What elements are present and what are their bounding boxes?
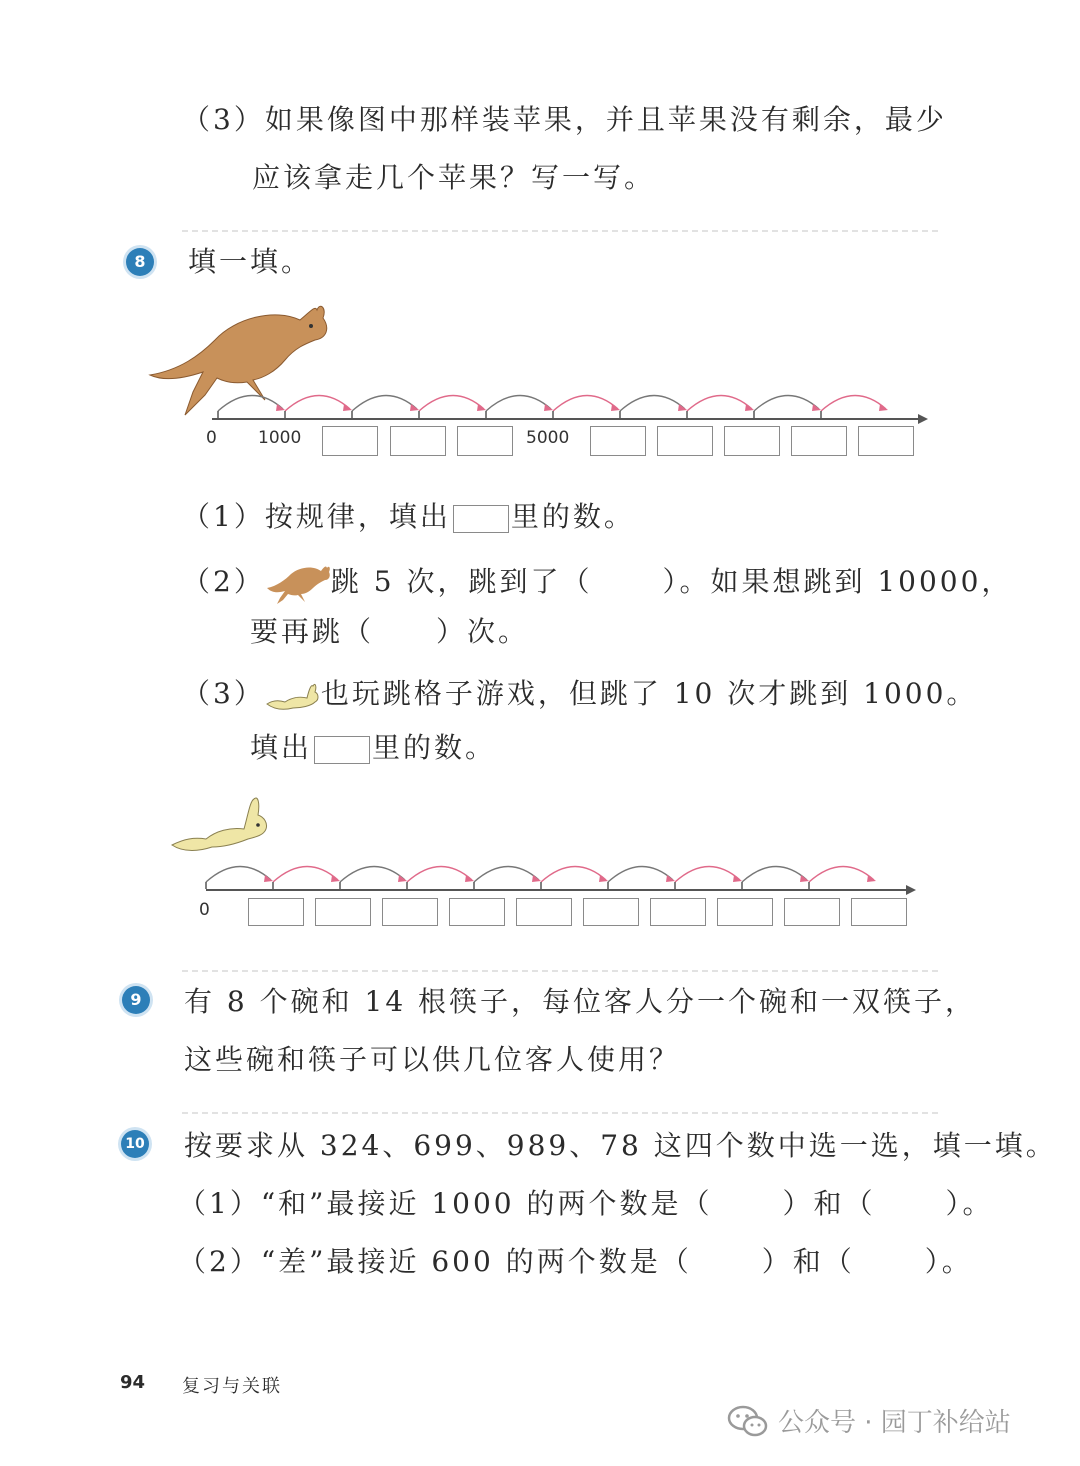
jump-arc	[486, 395, 551, 411]
jump-arc	[675, 866, 740, 882]
jump-arc	[407, 866, 472, 882]
jump-arrowhead	[331, 875, 340, 882]
answer-box[interactable]	[657, 426, 713, 456]
answer-box[interactable]	[457, 426, 513, 456]
jump-arrowhead	[733, 875, 742, 882]
section-title: 复习与关联	[182, 1376, 282, 1397]
q8-sub3-text-c: 填出	[250, 731, 313, 764]
answer-box[interactable]	[784, 898, 840, 926]
q8-title: 填一填。	[188, 245, 313, 278]
jump-arrowhead	[800, 875, 809, 882]
q10-sub2-text-a: （2）“差”最接近 600 的两个数是（	[178, 1245, 692, 1278]
jump-arc	[352, 395, 417, 411]
answer-box[interactable]	[315, 898, 371, 926]
q8-sub2	[182, 562, 1012, 604]
jump-arrowhead	[599, 875, 608, 882]
q8-sub1	[182, 497, 635, 537]
jump-arrowhead	[276, 404, 285, 411]
q8-sub2-line2	[250, 612, 529, 652]
jump-arrowhead	[477, 404, 486, 411]
q8-sub2-text-d: 要再跳（	[250, 615, 375, 648]
jump-arrowhead	[812, 404, 821, 411]
jump-arc	[821, 395, 886, 411]
jump-arc	[608, 866, 673, 882]
q8-sub1-text-a: （1）按规律，填出	[182, 500, 451, 533]
jump-arrowhead	[611, 404, 620, 411]
answer-box[interactable]	[851, 898, 907, 926]
q8-sub1-text-b: 里的数。	[510, 500, 635, 533]
jump-arc	[206, 866, 271, 882]
separator	[182, 970, 938, 972]
jump-arrowhead	[666, 875, 675, 882]
jump-arc	[620, 395, 685, 411]
jump-arrowhead	[867, 875, 876, 882]
jump-arc	[474, 866, 539, 882]
numberline1-label-1000: 1000	[258, 428, 302, 448]
jump-arrowhead	[264, 875, 273, 882]
q8-sub3-text-a: （3）	[182, 677, 265, 710]
separator	[182, 1112, 938, 1114]
answer-box[interactable]	[449, 898, 505, 926]
jump-arrowhead	[879, 404, 888, 411]
question-number-8: 8	[126, 248, 154, 276]
q8-sub3	[182, 674, 977, 714]
jump-arc	[285, 395, 350, 411]
number-line-1	[200, 385, 930, 430]
answer-box[interactable]	[791, 426, 847, 456]
jump-arrowhead	[745, 404, 754, 411]
question-number-10: 10	[121, 1130, 149, 1158]
jump-arrowhead	[544, 404, 553, 411]
answer-box[interactable]	[382, 898, 438, 926]
jump-arrowhead	[678, 404, 687, 411]
q10-sub1-text-a: （1）“和”最接近 1000 的两个数是（	[178, 1187, 713, 1220]
answer-box[interactable]	[390, 426, 446, 456]
q8-sub3-text-b: 也玩跳格子游戏，但跳了 10 次才跳到 1000。	[320, 677, 978, 710]
number-line-2	[194, 858, 919, 900]
watermark	[726, 1402, 1011, 1439]
answer-box[interactable]	[248, 898, 304, 926]
blank-box-icon	[453, 505, 509, 533]
jump-arc	[754, 395, 819, 411]
jump-arc	[809, 866, 874, 882]
q10-sub2-text-c: ）。	[924, 1245, 973, 1278]
rabbit-icon	[265, 680, 321, 712]
jump-arc	[340, 866, 405, 882]
rabbit-illustration	[168, 795, 278, 857]
jump-arrowhead	[410, 404, 419, 411]
answer-box[interactable]	[322, 426, 378, 456]
jump-arrowhead	[465, 875, 474, 882]
jump-arc	[687, 395, 752, 411]
jump-arc	[419, 395, 484, 411]
numberline1-label-5000: 5000	[526, 428, 570, 448]
q8-sub2-text-b: 跳 5 次，跳到了（	[330, 565, 593, 598]
q10-line1: 按要求从 324、699、989、78 这四个数中选一选，填一填。	[184, 1129, 1057, 1162]
numberline1-label-0: 0	[206, 428, 217, 448]
q8-sub2-text-a: （2）	[182, 565, 265, 598]
kangaroo-icon	[265, 564, 331, 604]
wechat-icon	[726, 1403, 770, 1439]
q10-sub2-text-b: ）和（	[761, 1245, 855, 1278]
q3-line2: 应该拿走几个苹果？写一写。	[252, 161, 656, 194]
jump-arc	[273, 866, 338, 882]
jump-arrowhead	[398, 875, 407, 882]
q8-sub3-text-d: 里的数。	[372, 731, 497, 764]
q8-sub2-text-e: ）次。	[436, 615, 530, 648]
jump-arc	[742, 866, 807, 882]
q8-sub3-line2	[250, 728, 496, 768]
q10-sub1-text-c: ）。	[945, 1187, 994, 1220]
q9-line1: 有 8 个碗和 14 根筷子，每位客人分一个碗和一双筷子，	[184, 985, 977, 1018]
answer-box[interactable]	[583, 898, 639, 926]
jump-arrowhead	[343, 404, 352, 411]
jump-arc	[553, 395, 618, 411]
answer-box[interactable]	[858, 426, 914, 456]
q8-sub2-text-c: ）。如果想跳到 10000，	[662, 565, 1013, 598]
q10-sub1	[178, 1184, 994, 1224]
separator	[182, 230, 938, 232]
q10-sub2	[178, 1242, 973, 1282]
question-number-9: 9	[122, 986, 150, 1014]
answer-box[interactable]	[590, 426, 646, 456]
q10-sub1-text-b: ）和（	[782, 1187, 876, 1220]
answer-box[interactable]	[516, 898, 572, 926]
jump-arc	[541, 866, 606, 882]
numberline2-label-0: 0	[199, 900, 210, 920]
watermark-text: 公众号 · 园丁补给站	[778, 1408, 1011, 1438]
blank-box-icon	[314, 736, 370, 764]
jump-arc	[218, 395, 283, 411]
page-number: 94	[120, 1372, 146, 1393]
jump-arrowhead	[532, 875, 541, 882]
answer-box[interactable]	[650, 898, 706, 926]
q9-line2: 这些碗和筷子可以供几位客人使用？	[184, 1043, 681, 1076]
answer-box[interactable]	[724, 426, 780, 456]
answer-box[interactable]	[717, 898, 773, 926]
q3-line1: （3）如果像图中那样装苹果，并且苹果没有剩余，最少	[182, 103, 947, 136]
